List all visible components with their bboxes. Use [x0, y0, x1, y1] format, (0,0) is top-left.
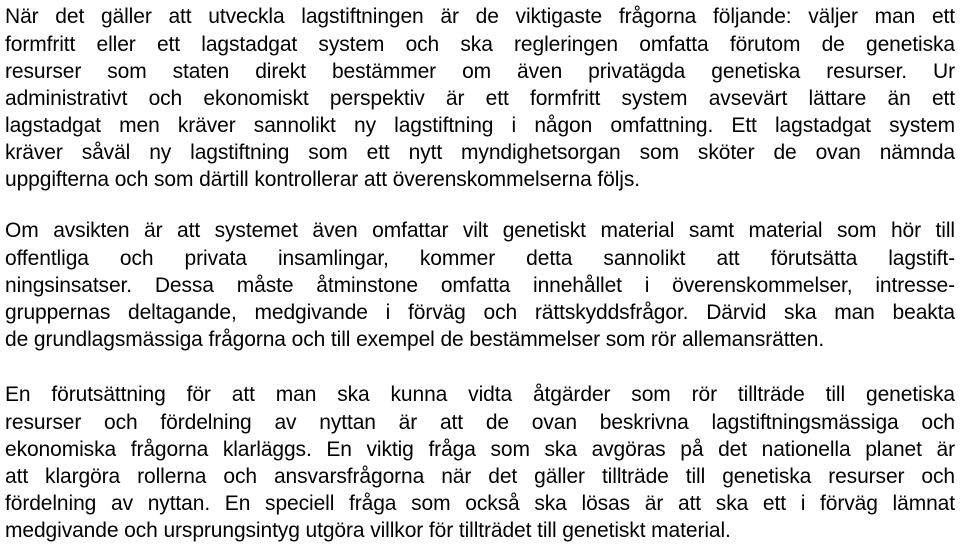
paragraph-3-line-1: En förutsättning för att man ska kunna vidta åtgärder som rör tillträde till genetiska [5, 383, 955, 406]
paragraph-1-line-5: lagstadgat men kräver sannolikt ny lagstiftning i någon omfattning. Ett lagstadgat system [5, 114, 955, 137]
paragraph-3-line-3: ekonomiska frågorna klarläggs. En viktig fråga som ska avgöras på det nationella planet är [5, 438, 955, 461]
paragraph-3-line-6: medgivande och ursprungsintyg utgöra villkor för tillträdet till genetiskt material. [5, 519, 731, 542]
paragraph-2-line-5: de grundlagsmässiga frågorna och till exempel de bestämmelser som rör allemansrätten. [5, 328, 825, 351]
paragraph-3-line-5: fördelning av nyttan. En speciell fråga som också ska lösas är att ska ett i förväg lämnat [5, 492, 955, 515]
paragraph-2-line-4: gruppernas deltagande, medgivande i förväg och rättskyddsfrågor. Därvid ska man beakta [5, 301, 955, 324]
paragraph-2-line-3: ningsinsatser. Dessa måste åtminstone omfatta innehållet i överenskommelser, intresse- [5, 274, 955, 297]
paragraph-1-line-4: administrativt och ekonomiskt perspektiv är ett formfritt system avsevärt lättare än ett [5, 87, 955, 110]
paragraph-1-line-6: kräver såväl ny lagstiftning som ett nytt myndighetsorgan som sköter de ovan nämnda [5, 141, 955, 164]
paragraph-1-line-2: formfritt eller ett lagstadgat system och ska regleringen omfatta förutom de genetiska [5, 33, 955, 56]
paragraph-3-line-2: resurser och fördelning av nyttan är att de ovan beskrivna lagstiftningsmässiga och [5, 411, 955, 434]
paragraph-2-line-1: Om avsikten är att systemet även omfattar vilt genetiskt material samt material som hör till [5, 219, 955, 242]
paragraph-1-line-7: uppgifterna och som därtill kontrollerar att överenskommelserna följs. [5, 168, 640, 191]
paragraph-1-line-3: resurser som staten direkt bestämmer om även privatägda genetiska resurser. Ur [5, 60, 955, 83]
paragraph-2-line-2: offentliga och privata insamlingar, kommer detta sannolikt att förutsätta lagstift- [5, 247, 955, 270]
paragraph-3-line-4: att klargöra rollerna och ansvarsfrågorna när det gäller tillträde till genetiska resurser och [5, 465, 955, 488]
paragraph-1-line-1: När det gäller att utveckla lagstiftningen är de viktigaste frågorna följande: väljer man ett [5, 5, 955, 28]
